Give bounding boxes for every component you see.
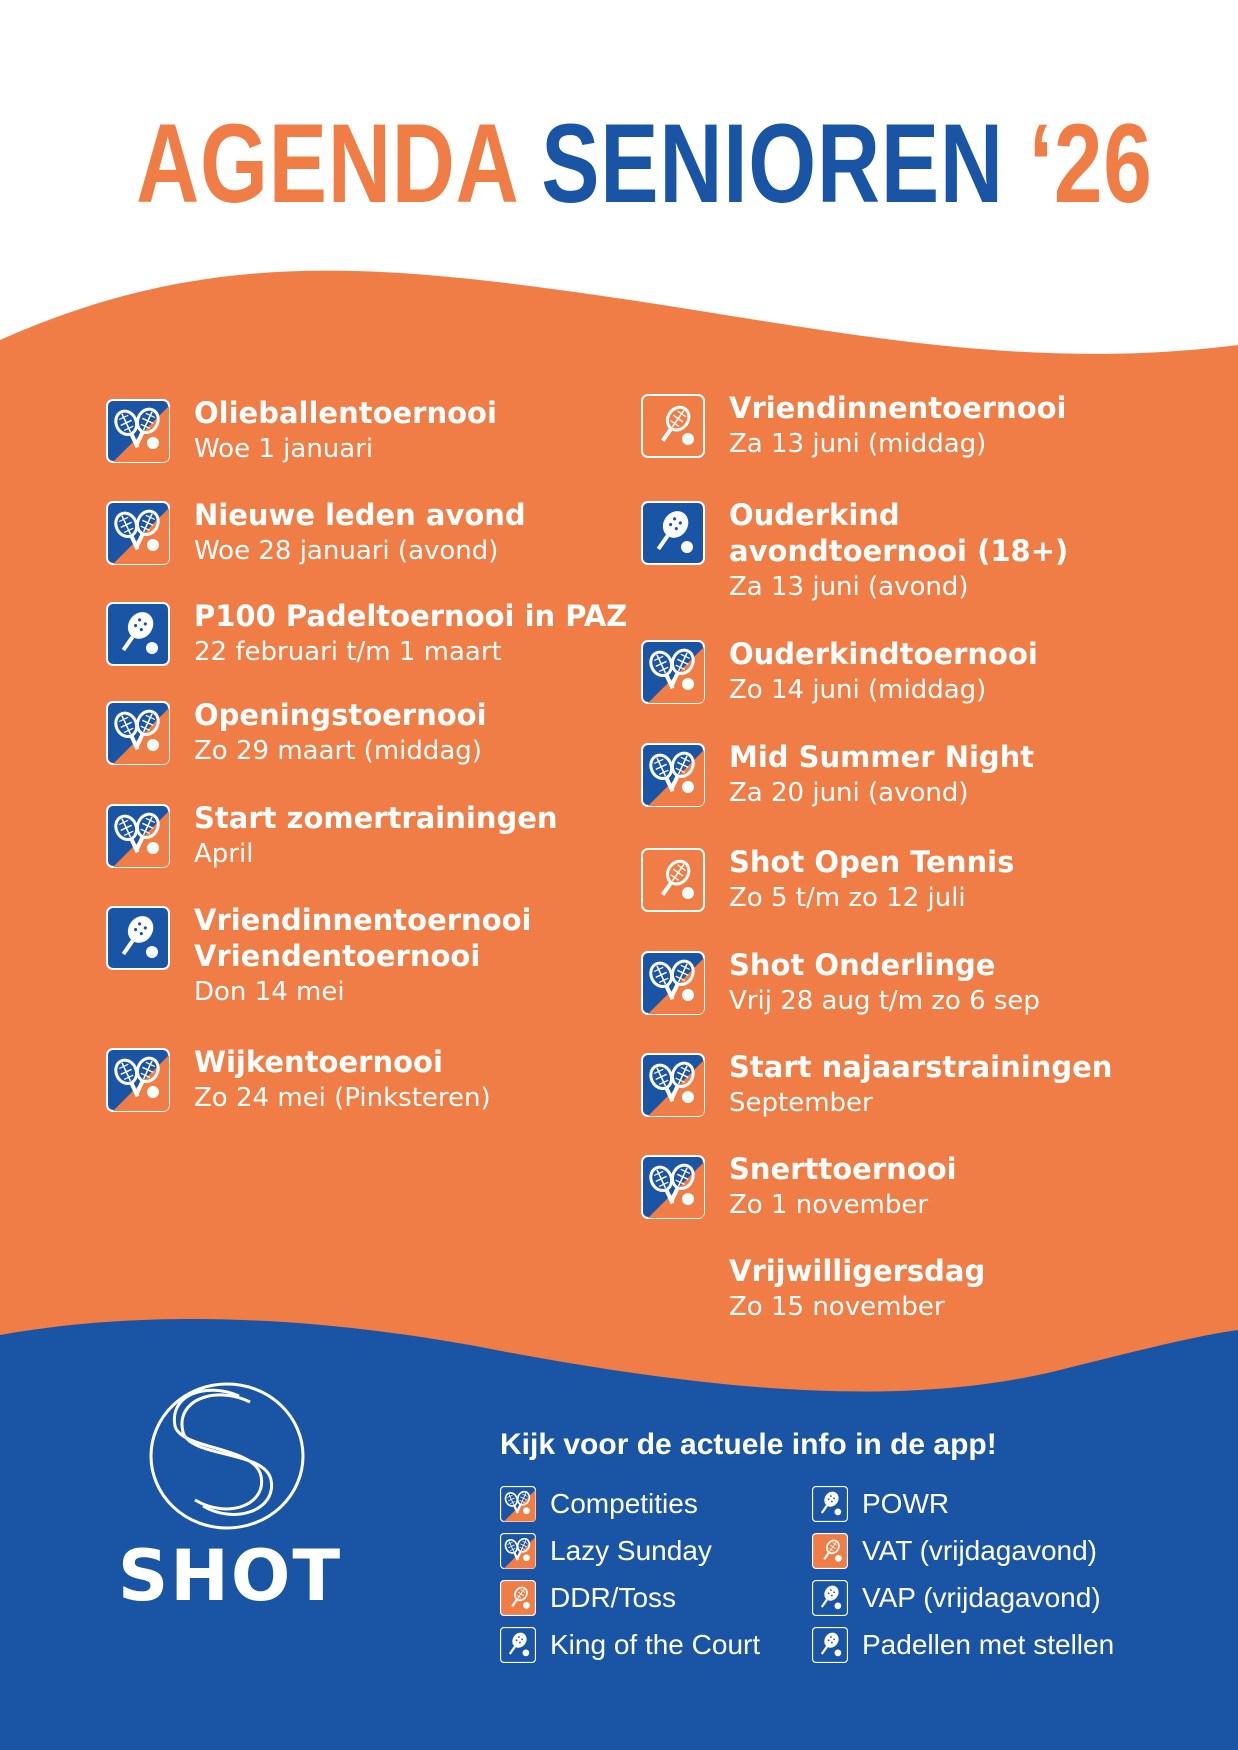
tennis-icon (641, 1053, 705, 1117)
event-text (729, 1151, 1238, 1223)
tennis-icon (106, 701, 170, 765)
title-senioren: SENIOREN (541, 101, 1004, 226)
event-name: Mid Summer Night (729, 740, 1035, 774)
padel-icon (812, 1580, 848, 1616)
page-title (136, 101, 1153, 226)
event-name: Olieballentoernooi (194, 396, 497, 430)
event-date: April (194, 839, 254, 869)
tennis-icon (641, 951, 705, 1015)
racket-orange-icon (641, 848, 705, 912)
legend-label: Competities (550, 1488, 698, 1519)
event-text (729, 947, 1238, 1019)
event-date: Zo 1 november (729, 1190, 929, 1220)
legend-label: VAT (vrijdagavond) (862, 1535, 1097, 1566)
event-name: Nieuwe leden avond (194, 498, 526, 532)
legend-label: Padellen met stellen (862, 1629, 1115, 1660)
event-date: Zo 5 t/m zo 12 juli (729, 883, 966, 913)
event-name: Shot Onderlinge (729, 948, 996, 982)
title-agenda: AGENDA (136, 101, 517, 226)
event-name: Snerttoernooi (729, 1152, 957, 1186)
tennis-icon (641, 640, 705, 704)
event-date: Za 13 juni (middag) (729, 429, 987, 459)
legend-label: King of the Court (550, 1629, 761, 1660)
event-date: Zo 14 juni (middag) (729, 675, 987, 705)
tennis-icon (106, 1048, 170, 1112)
event-date: September (729, 1088, 873, 1118)
event-name-line2: avondtoernooi (18+) (729, 534, 1069, 568)
event-name: P100 Padeltoernooi in PAZ (194, 599, 628, 633)
event-date: Za 20 juni (avond) (729, 778, 969, 808)
event-name: Start zomertrainingen (194, 801, 558, 835)
event-text (729, 636, 1238, 708)
tennis-icon (500, 1486, 536, 1522)
padel-icon (500, 1627, 536, 1663)
legend-label: Lazy Sunday (550, 1535, 712, 1566)
legend-label: VAP (vrijdagavond) (862, 1582, 1101, 1613)
logo-text: SHOT (117, 1535, 343, 1617)
racket-orange-icon (500, 1580, 536, 1616)
racket-orange-icon (641, 394, 705, 458)
tennis-icon (106, 399, 170, 463)
info-heading: Kijk voor de actuele info in de app! (500, 1428, 997, 1461)
padel-icon (106, 906, 170, 970)
event-name: Shot Open Tennis (729, 845, 1015, 879)
event-date: Zo 29 maart (middag) (194, 736, 482, 766)
event-date: Woe 28 januari (avond) (194, 536, 499, 566)
shot-logo-emblem (145, 1380, 310, 1535)
padel-icon (641, 501, 705, 565)
tennis-icon (500, 1533, 536, 1569)
legend-label: DDR/Toss (550, 1582, 677, 1613)
event-date: Don 14 mei (194, 977, 345, 1007)
tennis-icon (106, 804, 170, 868)
padel-icon (812, 1486, 848, 1522)
event-date: 22 februari t/m 1 maart (194, 637, 502, 667)
event-name-line2: Vriendentoernooi (194, 939, 481, 973)
event-name: Ouderkindtoernooi (729, 637, 1038, 671)
title-year: ‘26 (1028, 101, 1153, 226)
event-date: Zo 15 november (729, 1292, 945, 1322)
padel-icon (812, 1627, 848, 1663)
event-name: Wijkentoernooi (194, 1045, 443, 1079)
tennis-icon (106, 501, 170, 565)
event-text (729, 1049, 1238, 1121)
event-date: Zo 24 mei (Pinksteren) (194, 1083, 491, 1113)
event-text (729, 1253, 1238, 1325)
event-text (729, 739, 1238, 811)
padel-icon (106, 602, 170, 666)
event-text (729, 390, 1238, 462)
event-name: Vrijwilligersdag (729, 1254, 986, 1288)
tennis-icon (641, 1155, 705, 1219)
event-name: Vriendinnentoernooi (729, 391, 1067, 425)
event-name: Vriendinnentoernooi (194, 903, 532, 937)
event-date: Za 13 juni (avond) (729, 572, 969, 602)
event-name: Ouderkind (729, 498, 900, 532)
event-date: Woe 1 januari (194, 434, 374, 464)
legend-label: POWR (862, 1488, 950, 1519)
event-date: Vrij 28 aug t/m zo 6 sep (729, 986, 1040, 1016)
event-name: Openingstoernooi (194, 698, 487, 732)
event-text (729, 497, 1238, 605)
event-text (729, 844, 1238, 916)
racket-orange-icon (812, 1533, 848, 1569)
event-name: Start najaarstrainingen (729, 1050, 1113, 1084)
tennis-icon (641, 743, 705, 807)
